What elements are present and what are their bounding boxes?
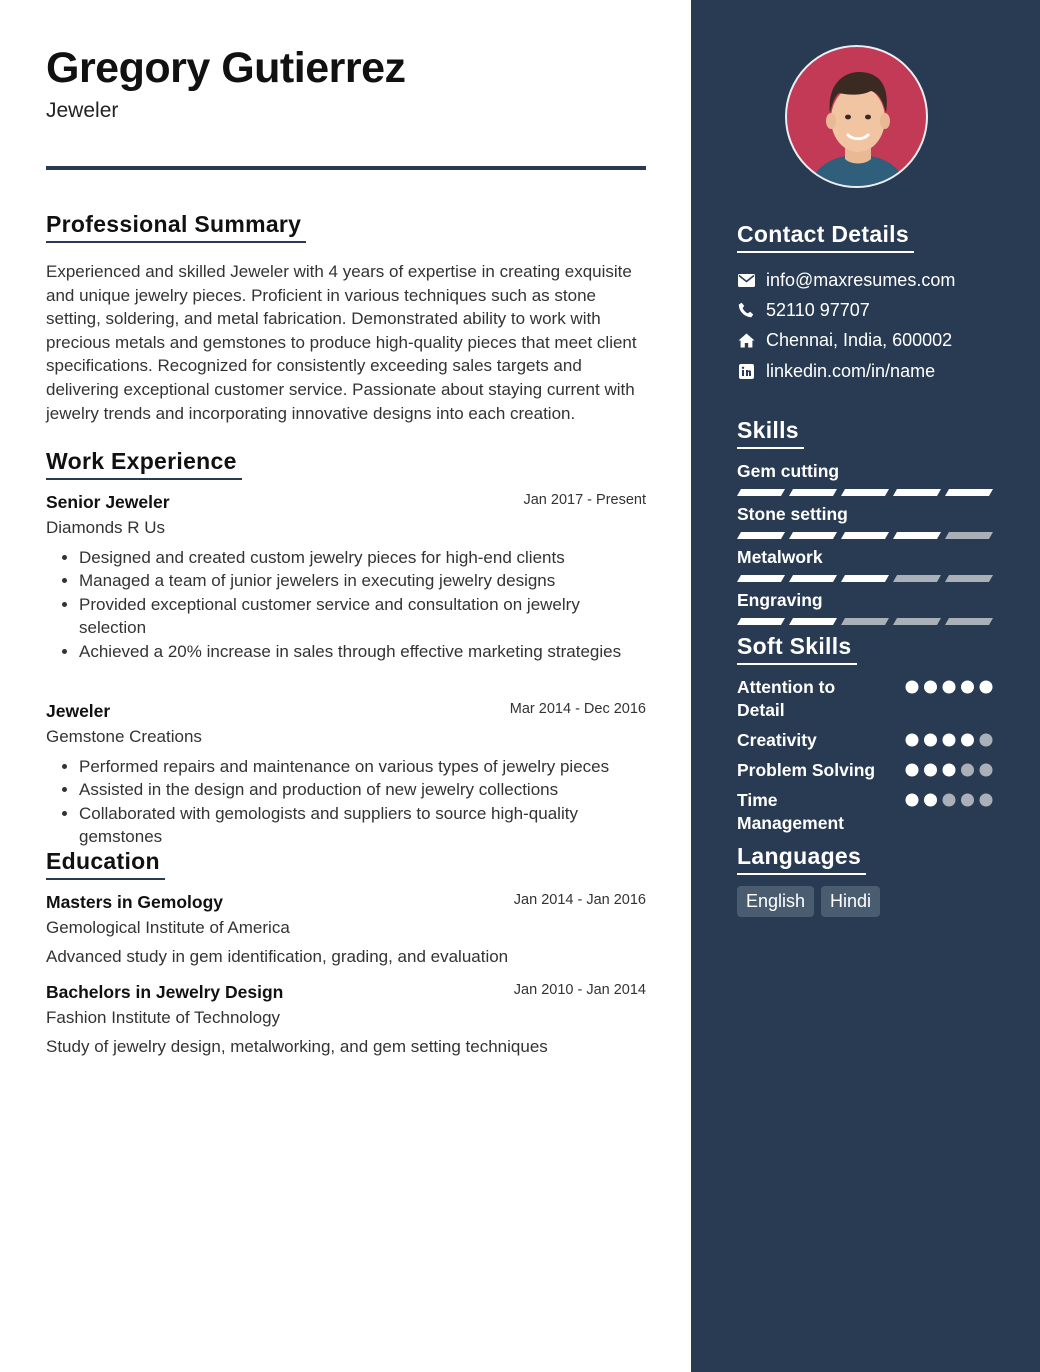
linkedin-icon	[737, 362, 755, 380]
rating-dot-filled	[980, 681, 993, 694]
skill-level-bar	[737, 618, 995, 625]
rating-dot-filled	[943, 681, 956, 694]
soft-skill-name: Problem Solving	[737, 760, 876, 780]
rating-dot-empty	[961, 764, 974, 777]
job-entry	[46, 492, 646, 663]
job-company: Gemstone Creations	[46, 727, 202, 746]
job-date: Jan 2017 - Present	[523, 492, 646, 508]
contact-email-text: info@maxresumes.com	[766, 269, 956, 290]
education-heading: Education	[46, 848, 165, 880]
contact-phone-text: 52110 97707	[766, 299, 870, 320]
skill-name: Stone setting	[737, 504, 848, 524]
contact-address-text: Chennai, India, 600002	[766, 329, 953, 350]
skill-name: Metalwork	[737, 547, 823, 567]
sidebar	[691, 0, 1040, 1372]
skill-segment-empty	[945, 618, 993, 625]
school-name: Fashion Institute of Technology	[46, 1008, 281, 1027]
skill-segment-filled	[789, 575, 837, 582]
rating-dot-filled	[906, 681, 919, 694]
header-divider	[46, 166, 646, 170]
job-entry	[46, 701, 646, 849]
degree-title: Bachelors in Jewelry Design	[46, 982, 284, 1002]
job-bullets	[46, 755, 646, 849]
education-date: Jan 2010 - Jan 2014	[513, 982, 646, 998]
degree-title: Masters in Gemology	[46, 892, 223, 912]
skills-heading: Skills	[737, 417, 804, 449]
skill-level-bar	[737, 489, 995, 496]
skill-segment-filled	[841, 489, 889, 496]
skill-segment-empty	[841, 618, 889, 625]
rating-dot-empty	[961, 794, 974, 807]
soft-skill-rating	[905, 792, 995, 808]
job-bullet: • Designed and created custom jewelry pieces for high-end clients	[79, 546, 646, 569]
job-company: Diamonds R Us	[46, 518, 166, 537]
rating-dot-filled	[906, 794, 919, 807]
skill-segment-filled	[737, 575, 785, 582]
rating-dot-filled	[906, 734, 919, 747]
candidate-role: Jeweler	[46, 99, 119, 122]
education-description: Study of jewelry design, metalworking, and gem setting techniques	[46, 1037, 548, 1056]
education-entry	[46, 982, 646, 1057]
summary-heading: Professional Summary	[46, 211, 306, 243]
rating-dot-empty	[980, 734, 993, 747]
soft-skills-heading: Soft Skills	[737, 633, 857, 665]
skill-segment-filled	[789, 618, 837, 625]
language-tag: Hindi	[821, 886, 880, 917]
job-title: Senior Jeweler	[46, 492, 170, 512]
job-bullet: • Assisted in the design and production of new jewelry collections	[79, 778, 646, 801]
job-bullet: • Provided exceptional customer service and consultation on jewelry selection	[79, 593, 646, 640]
phone-icon	[737, 301, 755, 319]
skill-segment-filled	[841, 532, 889, 539]
soft-skill-name: Time Management	[737, 790, 844, 833]
home-icon	[737, 331, 755, 349]
contact-heading: Contact Details	[737, 221, 914, 253]
skill-segment-filled	[789, 532, 837, 539]
rating-dot-filled	[906, 764, 919, 777]
candidate-name: Gregory Gutierrez	[46, 44, 406, 92]
skill-segment-filled	[893, 489, 941, 496]
contact-address	[737, 327, 1027, 353]
contact-linkedin[interactable]	[737, 358, 1027, 384]
skill-segment-filled	[737, 618, 785, 625]
contact-phone[interactable]	[737, 297, 1027, 323]
job-bullet: • Performed repairs and maintenance on various types of jewelry pieces	[79, 755, 646, 778]
skill-segment-filled	[789, 489, 837, 496]
soft-skill-rating	[905, 732, 995, 748]
skill-segment-empty	[893, 618, 941, 625]
profile-photo	[785, 45, 928, 188]
summary-text: Experienced and skilled Jeweler with 4 years of expertise in creating exquisite and unique jewelry pieces. Proficient in various techniques such as stone setting, soldering, and metal fabrication. Demonstrated ability to work with precious metals and gemstones to produce high-quality pieces that meet client specifications. Recognized for consistently exceeding sales targets and delivering exceptional customer service. Passionate about staying current with jewelry trends and incorporating innovative designs into each creation.	[46, 262, 637, 423]
rating-dot-filled	[943, 764, 956, 777]
skill-segment-empty	[945, 532, 993, 539]
soft-skill-rating	[905, 679, 995, 695]
rating-dot-filled	[924, 681, 937, 694]
language-tag: English	[737, 886, 814, 917]
rating-dot-filled	[924, 734, 937, 747]
envelope-icon	[737, 271, 755, 289]
skill-segment-filled	[737, 489, 785, 496]
contact-email[interactable]	[737, 267, 1027, 293]
rating-dot-filled	[924, 764, 937, 777]
job-bullet: • Achieved a 20% increase in sales through effective marketing strategies	[79, 640, 646, 663]
job-title: Jeweler	[46, 701, 111, 721]
soft-skill-rating	[905, 762, 995, 778]
soft-skill-name: Attention to Detail	[737, 677, 836, 720]
languages-heading: Languages	[737, 843, 866, 875]
skill-segment-filled	[945, 489, 993, 496]
education-entry	[46, 892, 646, 967]
job-bullets	[46, 546, 646, 663]
skill-name: Gem cutting	[737, 461, 840, 481]
soft-skill-name: Creativity	[737, 730, 817, 750]
education-date: Jan 2014 - Jan 2016	[513, 892, 646, 908]
rating-dot-empty	[980, 794, 993, 807]
experience-heading: Work Experience	[46, 448, 242, 480]
rating-dot-filled	[961, 734, 974, 747]
job-bullet: • Collaborated with gemologists and suppliers to source high-quality gemstones	[79, 802, 646, 849]
skill-segment-filled	[893, 532, 941, 539]
rating-dot-filled	[943, 734, 956, 747]
job-date: Mar 2014 - Dec 2016	[509, 701, 646, 717]
rating-dot-empty	[980, 764, 993, 777]
contact-linkedin-text: linkedin.com/in/name	[766, 360, 936, 381]
skill-segment-filled	[737, 532, 785, 539]
education-description: Advanced study in gem identification, grading, and evaluation	[46, 947, 509, 966]
skill-level-bar	[737, 532, 995, 539]
skill-segment-empty	[945, 575, 993, 582]
skill-segment-empty	[893, 575, 941, 582]
skill-segment-filled	[841, 575, 889, 582]
rating-dot-filled	[924, 794, 937, 807]
rating-dot-empty	[943, 794, 956, 807]
skill-level-bar	[737, 575, 995, 582]
school-name: Gemological Institute of America	[46, 918, 290, 937]
person-portrait-icon	[787, 47, 928, 188]
skill-name: Engraving	[737, 590, 823, 610]
rating-dot-filled	[961, 681, 974, 694]
job-bullet: • Managed a team of junior jewelers in executing jewelry designs	[79, 569, 646, 592]
